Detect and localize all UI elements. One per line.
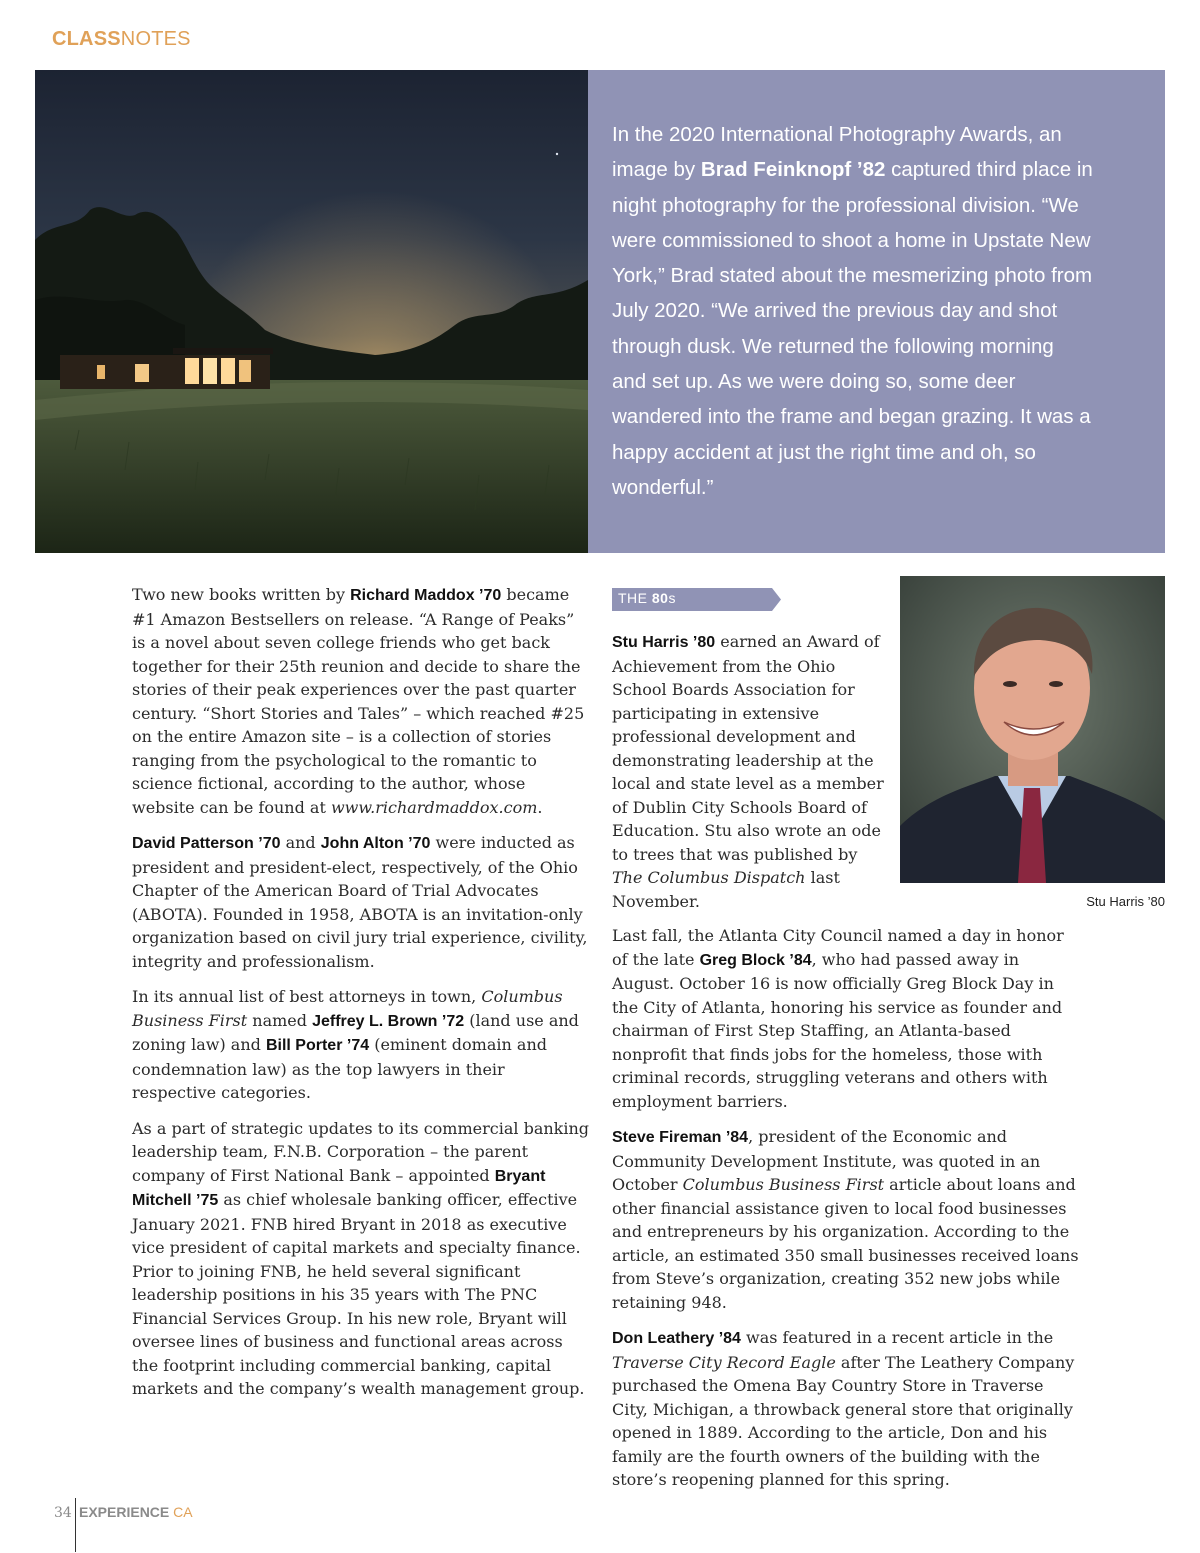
note-greg-block: Last fall, the Atlanta City Council named a day in honor of the late Greg Block ’84, who had passed away in August. October 16 is now officially Greg Block Day in the City of Atlanta, honoring his service as founder and chairman of First Step Staffing, an Atlanta-based nonprofit that finds jobs for the homeless, those with criminal records, struggling veterans and others with employment barriers.	[612, 926, 1064, 1111]
note-richard-maddox: Two new books written by Richard Maddox ’70 became #1 Amazon Bestsellers on release. “A Range of Peaks” is a novel about seven college friends who get back together for their 25th reunion and decide to share the stories of their peak experiences over the past quarter century. “Short Stories and Tales” – which reached #25 on the entire Amazon site – is a collection of stories ranging from the psychological to the romantic to science fictional, according to the author, whose website can be found at www.richardmaddox.com.	[132, 585, 585, 817]
portrait-caption: Stu Harris ’80	[1086, 894, 1165, 909]
stu-harris-portrait	[900, 576, 1165, 883]
section-header	[52, 28, 191, 51]
maddox-website-link[interactable]: www.richardmaddox.com	[330, 797, 538, 817]
note-patterson-alton: David Patterson ’70 and John Alton ’70 were inducted as president and president-elect, respectively, of the Ohio Chapter of the American Board of Trial Advocates (ABOTA). Founded in 1958, ABOTA is an invitation-only organization based on civil jury trial experience, civility, integrity and professionalism.	[132, 833, 588, 971]
section-header-bold: CLASS	[52, 28, 121, 50]
decade-tag-80s	[612, 588, 782, 611]
magazine-name: EXPERIENCE CA	[79, 1504, 193, 1520]
callout-text: In the 2020 International Photography Awards, an image by Brad Feinknopf ’82 captured third place in night photography for the professional division. “We were commissioned to shoot a home in Upstate New York,” Brad stated about the mesmerizing photo from July 2020. “We arrived the previous day and shot through dusk. We returned the following morning and set up. As we were doing so, some deer wandered into the frame and began grazing. It was a happy accident at just the right time and oh, so wonderful.”	[612, 123, 1093, 499]
decade-tag-label: THE 80s	[618, 590, 676, 606]
mid-column-top	[612, 630, 892, 925]
note-bryant-mitchell: As a part of strategic updates to its commercial banking leadership team, F.N.B. Corporation – the parent company of First National Bank – appointed Bryant Mitchell ’75 as chief wholesale banking officer, effective January 2021. FNB hired Bryant in 2018 as executive vice president of capital markets and specialty finance. Prior to joining FNB, he held several significant leadership positions in his 35 years with The PNC Financial Services Group. In his new role, Bryant will oversee lines of business and functional areas across the footprint including commercial banking, capital markets and the company’s wealth management group.	[132, 1118, 590, 1398]
left-column	[132, 583, 590, 1413]
note-stu-harris: Stu Harris ’80 earned an Award of Achievement from the Ohio School Boards Association for participating in extensive professional development and demonstrating leadership at the local and state level as a member of Dublin City Schools Board of Education. Stu also wrote an ode to trees that was published by The Columbus Dispatch last November.	[612, 632, 884, 911]
note-brown-porter: In its annual list of best attorneys in town, Columbus Business First named Jeffrey L. Brown ’72 (land use and zoning law) and Bill Porter ’74 (eminent domain and condemnation law) as the top lawyers in their respective categories.	[132, 987, 579, 1102]
page-number: 34	[54, 1505, 72, 1521]
house-night-photo	[35, 70, 588, 553]
note-steve-fireman: Steve Fireman ’84, president of the Economic and Community Development Institute, was quoted in an October Columbus Business First article about loans and other financial assistance given to local food businesses and entrepreneurs by his organization. According to the article, an estimated 350 small businesses received loans from Steve’s organization, creating 352 new jobs while retaining 948.	[612, 1127, 1079, 1312]
stu-harris-portrait-image	[900, 576, 1165, 883]
photo-award-callout	[588, 70, 1165, 553]
house-night-photo-image	[35, 70, 588, 553]
page-footer	[54, 1504, 193, 1521]
mid-column	[612, 924, 1082, 1504]
footer-divider	[75, 1498, 76, 1552]
callout-name: Brad Feinknopf ’82	[700, 158, 886, 182]
section-header-light: NOTES	[120, 28, 191, 50]
note-don-leathery: Don Leathery ’84 was featured in a recent article in the Traverse City Record Eagle after The Leathery Company purchased the Omena Bay Country Store in Traverse City, Michigan, a throwback general store that originally opened in 1889. According to the article, Don and his family are the fourth owners of the building with the store’s reopening planned for this spring.	[612, 1328, 1075, 1489]
